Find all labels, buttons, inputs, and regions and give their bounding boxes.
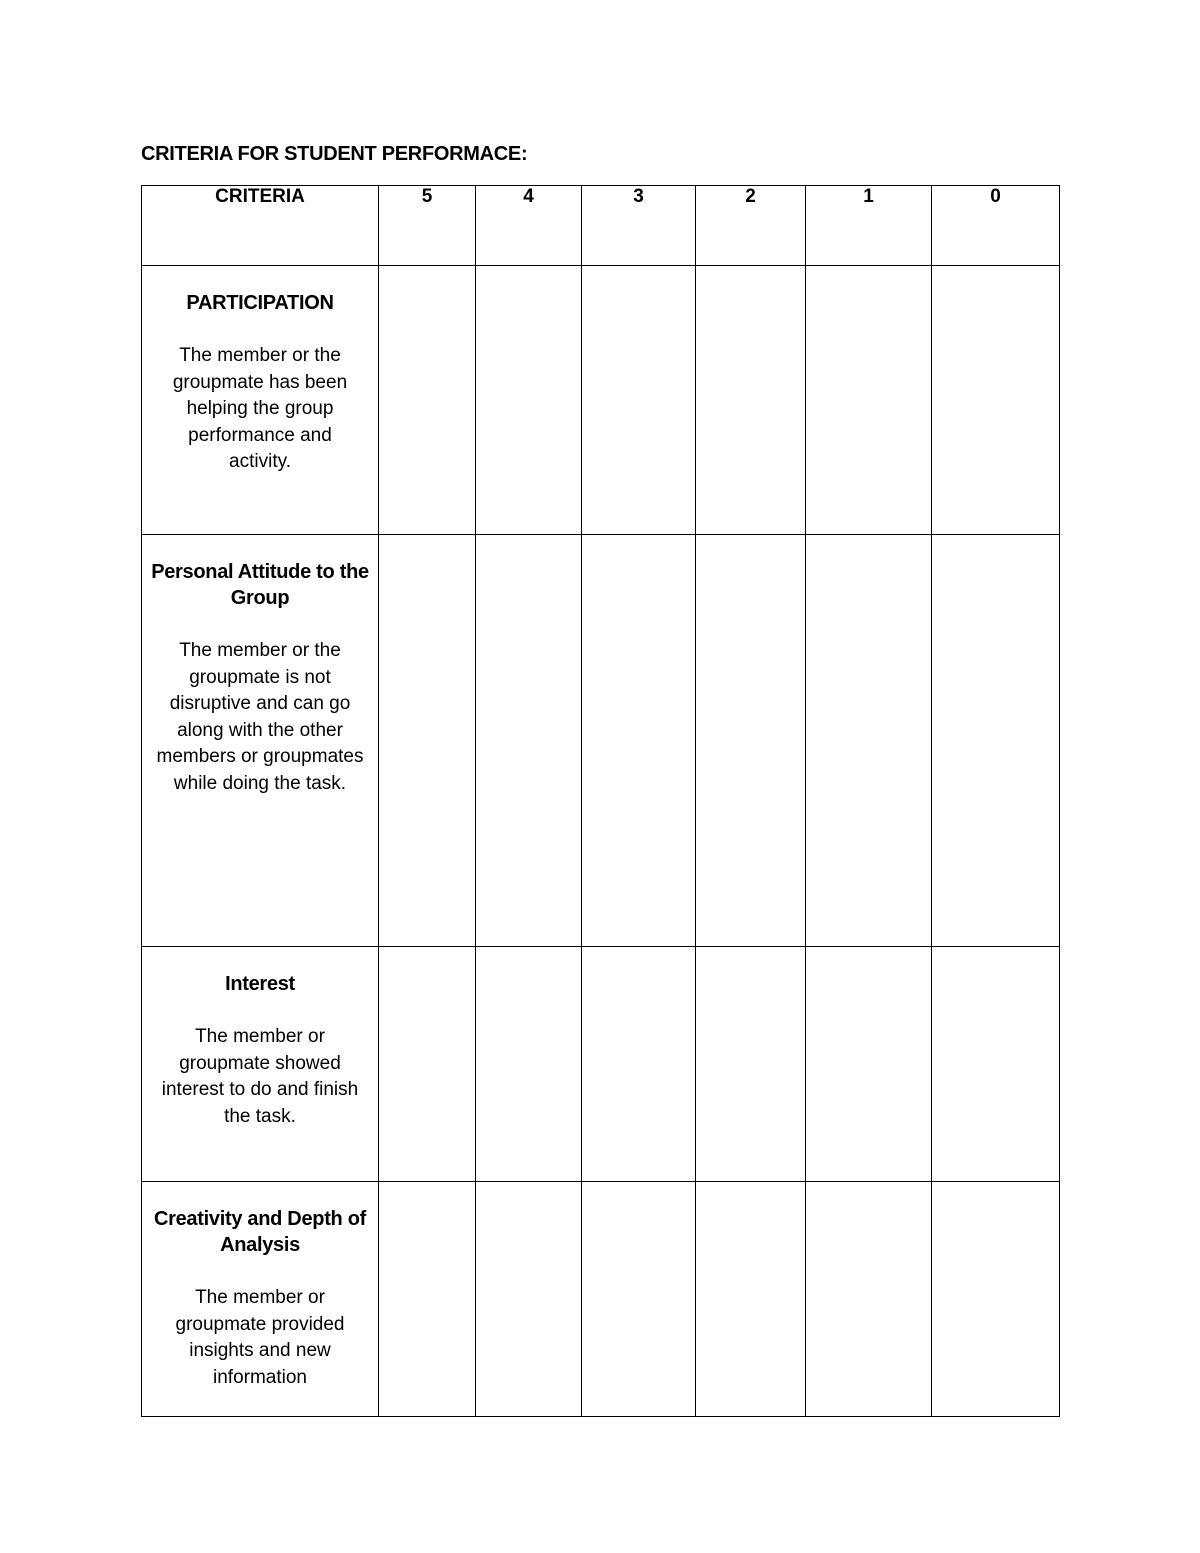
criteria-description: The member or the groupmate is not disruptive and can go along with the other members or groupmates while doing the task. xyxy=(156,640,364,794)
criteria-cell xyxy=(142,535,379,947)
score-cell-0[interactable] xyxy=(932,535,1060,947)
score-header-3: 3 xyxy=(582,186,696,266)
document-title: CRITERIA FOR STUDENT PERFORMACE: xyxy=(141,143,528,165)
header-row xyxy=(142,186,1060,266)
criteria-cell xyxy=(142,266,379,535)
score-cell-0[interactable] xyxy=(932,947,1060,1182)
criteria-title: Personal Attitude to the Group xyxy=(151,561,369,609)
criteria-row-personal-attitude xyxy=(142,535,1060,947)
criteria-header: CRITERIA xyxy=(142,186,379,266)
criteria-cell xyxy=(142,947,379,1182)
criteria-description: The member or groupmate showed interest to do and finish the task. xyxy=(161,1026,359,1127)
criteria-row-creativity xyxy=(142,1182,1060,1417)
score-cell-2[interactable] xyxy=(696,947,806,1182)
rubric-table xyxy=(141,185,1060,1417)
criteria-title: Creativity and Depth of Analysis xyxy=(153,1208,367,1256)
score-cell-1[interactable] xyxy=(806,947,932,1182)
score-cell-2[interactable] xyxy=(696,535,806,947)
score-cell-4[interactable] xyxy=(476,947,582,1182)
criteria-row-interest xyxy=(142,947,1060,1182)
score-cell-5[interactable] xyxy=(379,1182,476,1417)
criteria-title: Interest xyxy=(225,973,295,995)
score-cell-2[interactable] xyxy=(696,1182,806,1417)
score-header-1: 1 xyxy=(806,186,932,266)
score-cell-2[interactable] xyxy=(696,266,806,535)
score-header-0: 0 xyxy=(932,186,1060,266)
score-cell-0[interactable] xyxy=(932,1182,1060,1417)
criteria-row-participation xyxy=(142,266,1060,535)
score-header-4: 4 xyxy=(476,186,582,266)
score-cell-1[interactable] xyxy=(806,1182,932,1417)
score-cell-5[interactable] xyxy=(379,535,476,947)
score-cell-5[interactable] xyxy=(379,947,476,1182)
score-cell-4[interactable] xyxy=(476,266,582,535)
score-cell-3[interactable] xyxy=(582,535,696,947)
criteria-description: The member or the groupmate has been helping the group performance and activity. xyxy=(172,345,348,472)
score-cell-3[interactable] xyxy=(582,947,696,1182)
score-cell-1[interactable] xyxy=(806,266,932,535)
score-cell-4[interactable] xyxy=(476,535,582,947)
score-header-5: 5 xyxy=(379,186,476,266)
criteria-cell xyxy=(142,1182,379,1417)
criteria-description: The member or groupmate provided insights and new information xyxy=(175,1287,345,1388)
score-cell-0[interactable] xyxy=(932,266,1060,535)
score-cell-3[interactable] xyxy=(582,1182,696,1417)
criteria-title: PARTICIPATION xyxy=(186,292,334,314)
score-cell-1[interactable] xyxy=(806,535,932,947)
score-header-2: 2 xyxy=(696,186,806,266)
score-cell-3[interactable] xyxy=(582,266,696,535)
score-cell-4[interactable] xyxy=(476,1182,582,1417)
score-cell-5[interactable] xyxy=(379,266,476,535)
